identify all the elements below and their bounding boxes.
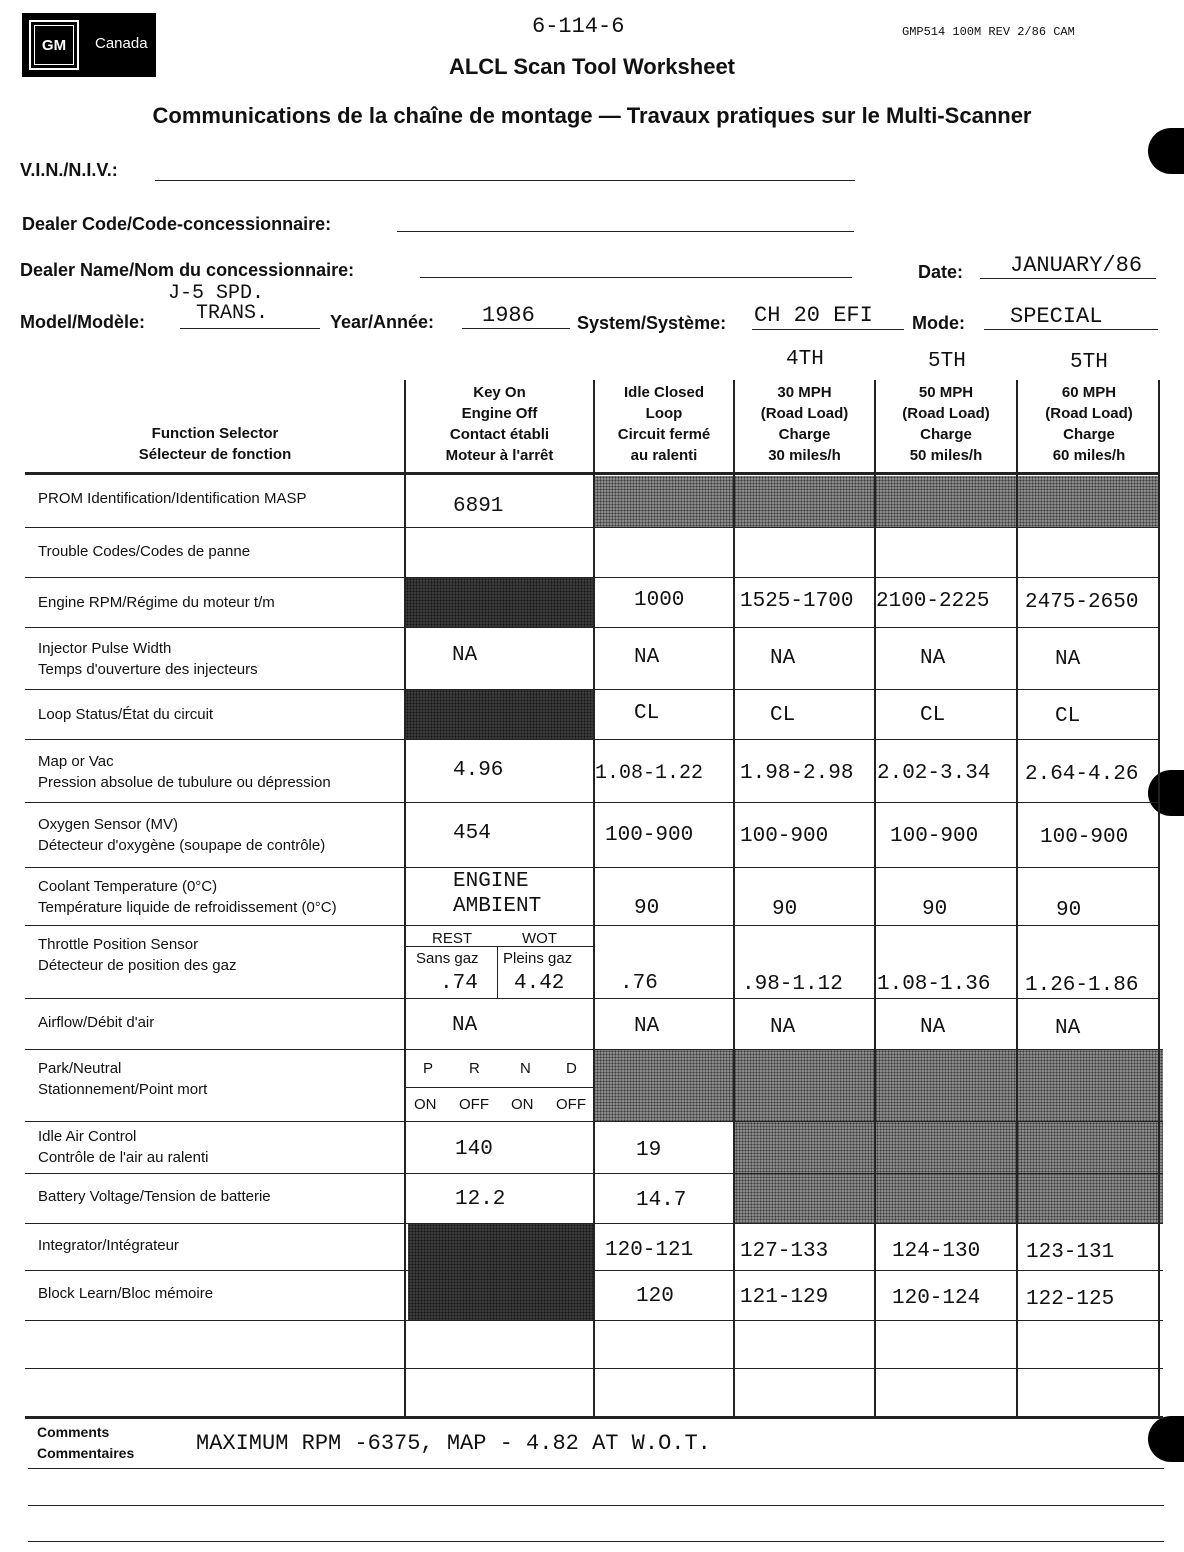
date-field[interactable]	[980, 278, 1156, 279]
model-value-line2: TRANS.	[196, 302, 269, 325]
shaded-cell	[406, 690, 593, 739]
cell-tps-idle[interactable]: .76	[620, 972, 658, 995]
cell-tps-rest[interactable]: .74	[440, 972, 478, 995]
cell-iac-idle[interactable]: 19	[636, 1139, 662, 1162]
punch-hole	[1148, 770, 1184, 816]
date-value: JANUARY/86	[1010, 253, 1143, 278]
header-60mph: 60 MPH (Road Load) Charge 60 miles/h	[1045, 384, 1133, 464]
row-label-trouble-codes: Trouble Codes/Codes de panne	[38, 543, 251, 560]
cell-ipw-50[interactable]: NA	[920, 647, 946, 670]
cell-airflow-50[interactable]: NA	[920, 1016, 946, 1039]
cell-rpm-30[interactable]: 1525-1700	[740, 590, 854, 613]
cell-coolant-30[interactable]: 90	[772, 898, 798, 921]
cell-tps-30[interactable]: .98-1.12	[742, 973, 843, 996]
header-30mph: 30 MPH (Road Load) Charge 30 miles/h	[760, 384, 849, 464]
comments-line[interactable]	[28, 1541, 1164, 1542]
cell-airflow-60[interactable]: NA	[1055, 1017, 1081, 1040]
cell-airflow-30[interactable]: NA	[770, 1016, 796, 1039]
cell-loop-30[interactable]: CL	[770, 704, 796, 727]
header-key-on: Key On Engine Off Contact établi Moteur à l'arrêt	[445, 384, 554, 464]
row-label-loop-status: Loop Status/État du circuit	[38, 706, 214, 723]
pn-letter-d: D	[566, 1060, 577, 1077]
cell-tps-wot[interactable]: 4.42	[514, 972, 565, 995]
shaded-cell	[406, 578, 593, 628]
row-label-idle-air-control: Idle Air Control Contrôle de l'air au ralenti	[38, 1128, 209, 1166]
cell-o2-30[interactable]: 100-900	[740, 825, 829, 848]
cell-integrator-idle[interactable]: 120-121	[605, 1239, 694, 1262]
row-label-oxygen-sensor: Oxygen Sensor (MV) Détecteur d'oxygène (soupape de contrôle)	[38, 816, 326, 854]
system-value: CH 20 EFI	[754, 303, 873, 328]
cell-map-50[interactable]: 2.02-3.34	[877, 762, 991, 785]
model-value-line1: J-5 SPD.	[168, 282, 265, 305]
cell-battery-idle[interactable]: 14.7	[636, 1189, 687, 1212]
row-label-coolant: Coolant Temperature (0°C) Température liquide de refroidissement (0°C)	[38, 878, 337, 916]
cell-battery-key-on[interactable]: 12.2	[455, 1188, 506, 1211]
comments-line[interactable]	[28, 1505, 1164, 1506]
gear-5th-50: 5TH	[928, 350, 966, 373]
cell-o2-50[interactable]: 100-900	[890, 825, 979, 848]
pn-state-n[interactable]: ON	[511, 1096, 534, 1113]
cell-integrator-50[interactable]: 124-130	[892, 1240, 981, 1263]
mode-label: Mode:	[912, 313, 965, 333]
cell-airflow-idle[interactable]: NA	[634, 1015, 660, 1038]
date-label: Date:	[918, 262, 964, 282]
row-label-battery-voltage: Battery Voltage/Tension de batterie	[38, 1188, 271, 1205]
cell-loop-60[interactable]: CL	[1055, 705, 1081, 728]
pn-state-p[interactable]: ON	[414, 1096, 437, 1113]
cell-coolant-60[interactable]: 90	[1056, 899, 1082, 922]
mode-field[interactable]	[984, 329, 1158, 330]
comments-value[interactable]: MAXIMUM RPM -6375, MAP - 4.82 AT W.O.T.	[196, 1431, 711, 1456]
year-value: 1986	[482, 303, 535, 328]
cell-map-key-on[interactable]: 4.96	[453, 759, 504, 782]
pn-state-r[interactable]: OFF	[459, 1096, 489, 1113]
cell-prom-key-on[interactable]: 6891	[453, 495, 504, 518]
page-title: ALCL Scan Tool Worksheet	[448, 54, 736, 79]
cell-ipw-idle[interactable]: NA	[634, 646, 660, 669]
cell-rpm-idle[interactable]: 1000	[634, 589, 685, 612]
comments-line[interactable]	[28, 1468, 1164, 1469]
dealer-name-field[interactable]	[420, 277, 852, 278]
shaded-cell	[408, 1224, 595, 1320]
cell-blm-30[interactable]: 121-129	[740, 1286, 829, 1309]
gm-logo-text: GM	[34, 25, 74, 65]
row-label-integrator: Integrator/Intégrateur	[38, 1237, 179, 1254]
system-label: System/Système:	[577, 313, 727, 333]
year-field[interactable]	[462, 328, 570, 329]
year-label: Year/Année:	[330, 312, 435, 332]
model-label: Model/Modèle:	[20, 312, 145, 332]
punch-hole	[1148, 128, 1184, 174]
cell-map-idle[interactable]: 1.08-1.22	[595, 762, 704, 785]
row-label-throttle-position: Throttle Position Sensor Détecteur de position des gaz	[38, 936, 237, 974]
punch-hole	[1148, 1416, 1184, 1462]
cell-integrator-30[interactable]: 127-133	[740, 1240, 829, 1263]
cell-iac-key-on[interactable]: 140	[455, 1138, 493, 1161]
row-label-block-learn: Block Learn/Bloc mémoire	[38, 1285, 214, 1302]
mode-value: SPECIAL	[1010, 304, 1103, 329]
cell-coolant-key-on-1[interactable]: ENGINE	[453, 870, 529, 893]
pn-letter-p: P	[423, 1060, 434, 1077]
tps-rest-label: REST	[432, 930, 473, 947]
cell-map-60[interactable]: 2.64-4.26	[1025, 763, 1139, 786]
cell-rpm-50[interactable]: 2100-2225	[876, 590, 990, 613]
dealer-code-field[interactable]	[397, 231, 854, 232]
dealer-name-label: Dealer Name/Nom du concessionnaire:	[20, 260, 355, 280]
cell-o2-key-on[interactable]: 454	[453, 822, 491, 845]
shaded-cell	[593, 476, 1159, 527]
gear-4th: 4TH	[786, 348, 824, 371]
system-field[interactable]	[752, 329, 904, 330]
cell-map-30[interactable]: 1.98-2.98	[740, 762, 854, 785]
row-label-prom: PROM Identification/Identification MASP	[38, 490, 307, 507]
pn-letter-n: N	[520, 1060, 531, 1077]
cell-coolant-50[interactable]: 90	[922, 898, 948, 921]
row-label-airflow: Airflow/Débit d'air	[38, 1014, 155, 1031]
model-field[interactable]	[180, 328, 320, 329]
cell-blm-idle[interactable]: 120	[636, 1285, 674, 1308]
header-50mph: 50 MPH (Road Load) Charge 50 miles/h	[902, 384, 990, 464]
row-label-injector-pulse: Injector Pulse Width Temps d'ouverture des injecteurs	[38, 640, 258, 678]
pn-letter-r: R	[469, 1060, 480, 1077]
gear-5th-60: 5TH	[1070, 351, 1108, 374]
row-label-map: Map or Vac Pression absolue de tubulure ou dépression	[38, 753, 331, 791]
tps-wot-label: WOT	[522, 930, 557, 947]
cell-loop-idle[interactable]: CL	[634, 702, 660, 725]
cell-tps-50[interactable]: 1.08-1.36	[877, 973, 991, 996]
cell-loop-50[interactable]: CL	[920, 704, 946, 727]
vin-label: V.I.N./N.I.V.:	[20, 160, 118, 180]
cell-blm-60[interactable]: 122-125	[1026, 1288, 1115, 1311]
canada-logo-text: Canada	[95, 35, 148, 52]
shaded-cell	[593, 1050, 1163, 1122]
cell-tps-60[interactable]: 1.26-1.86	[1025, 974, 1139, 997]
cell-rpm-60[interactable]: 2475-2650	[1025, 591, 1139, 614]
cell-coolant-key-on-2[interactable]: AMBIENT	[453, 895, 542, 918]
vin-field[interactable]	[155, 180, 855, 181]
dealer-code-label: Dealer Code/Code-concessionnaire:	[22, 214, 332, 234]
comments-label: Comments Commentaires	[37, 1424, 135, 1461]
header-function-selector: Function Selector Sélecteur de fonction	[138, 425, 292, 463]
header-idle: Idle Closed Loop Circuit fermé au ralenti	[617, 384, 711, 464]
cell-o2-idle[interactable]: 100-900	[605, 824, 694, 847]
row-label-park-neutral: Park/Neutral Stationnement/Point mort	[38, 1060, 208, 1098]
cell-ipw-key-on[interactable]: NA	[452, 644, 478, 667]
cell-airflow-key-on[interactable]: NA	[452, 1014, 478, 1037]
form-code: GMP514 100M REV 2/86 CAM	[902, 25, 1075, 39]
cell-ipw-30[interactable]: NA	[770, 647, 796, 670]
form-number: 6-114-6	[532, 14, 625, 39]
page-title-french: Communications de la chaîne de montage — Travaux pratiques sur le Multi-Scanner	[152, 103, 1032, 128]
tps-sans-gaz-label: Sans gaz	[416, 950, 479, 967]
tps-pleins-gaz-label: Pleins gaz	[503, 950, 573, 967]
cell-ipw-60[interactable]: NA	[1055, 648, 1081, 671]
cell-o2-60[interactable]: 100-900	[1040, 826, 1129, 849]
row-label-engine-rpm: Engine RPM/Régime du moteur t/m	[38, 594, 275, 611]
pn-state-d[interactable]: OFF	[556, 1096, 586, 1113]
cell-integrator-60[interactable]: 123-131	[1026, 1241, 1115, 1264]
cell-blm-50[interactable]: 120-124	[892, 1287, 981, 1310]
cell-coolant-idle[interactable]: 90	[634, 897, 660, 920]
